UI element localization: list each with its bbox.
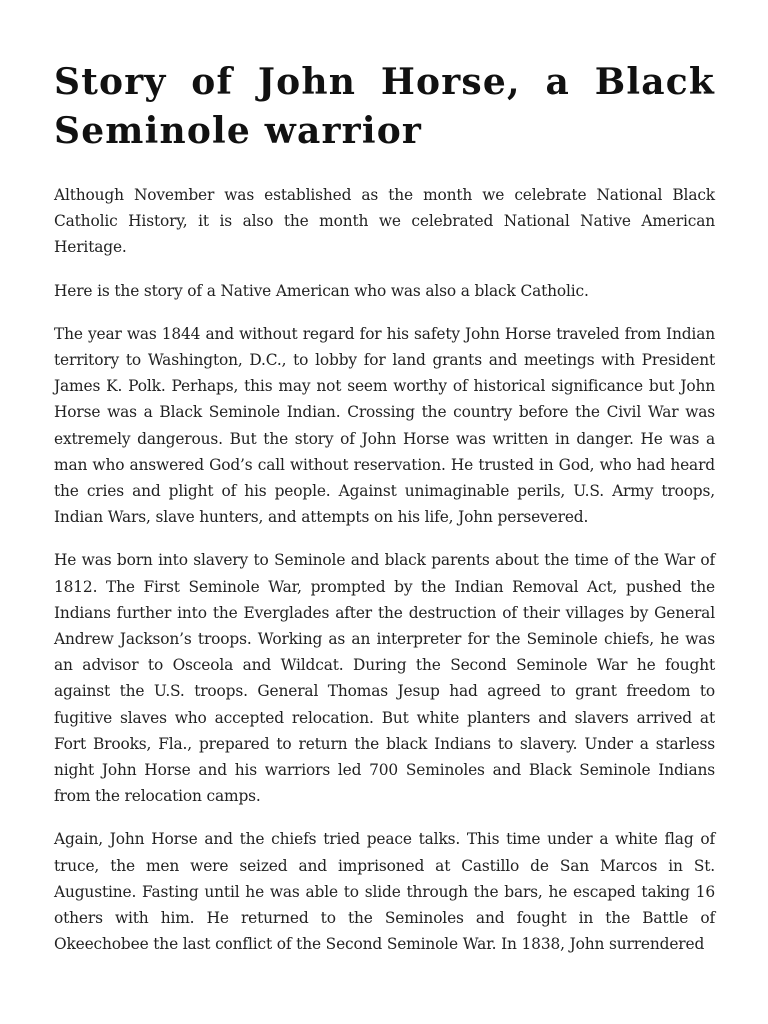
article-paragraph-4: He was born into slavery to Seminole and black parents about the time of the War of 1812. The First Seminole War, prompted by the Indian Removal Act, pushed the Indians further into the Everglades after the destruction of their villages by General Andrew Jackson’s troops. Working as an interpreter for the Seminole chiefs, he was an advisor to Osceola and Wildcat. During the Second Seminole War he fought against the U.S. troops. General Thomas Jesup had agreed to grant freedom to fugitive slaves who accepted relocation. But white planters and slavers arrived at Fort Brooks, Fla., prepared to return the black Indians to slavery. Under a starless night John Horse and his warriors led 700 Seminoles and Black Seminole Indians from the relocation camps. <box>54 551 715 806</box>
article-title: Story of John Horse, a Black Seminole warrior <box>54 61 715 152</box>
article-paragraph-5: Again, John Horse and the chiefs tried peace talks. This time under a white flag of truce, the men were seized and imprisoned at Castillo de San Marcos in St. Augustine. Fasting until he was able to slide through the bars, he escaped taking 16 others with him. He returned to the Seminoles and fought in the Battle of Okeechobee the last conflict of the Second Seminole War. In 1838, John surrendered <box>54 830 715 954</box>
article-paragraph-2: Here is the story of a Native American who was also a black Catholic. <box>54 281 589 300</box>
article-paragraph-3: The year was 1844 and without regard for his safety John Horse traveled from Indian territory to Washington, D.C., to lobby for land grants and meetings with President James K. Polk. Perhaps, this may not seem worthy of historical significance but John Horse was a Black Seminole Indian. Crossing the country before the Civil War was extremely dangerous. But the story of John Horse was written in danger. He was a man who answered God’s call without reservation. He trusted in God, who had heard the cries and plight of his people. Against unimaginable perils, U.S. Army troops, Indian Wars, slave hunters, and attempts on his life, John persevered. <box>54 324 715 527</box>
article <box>54 58 715 974</box>
article-paragraph-1: Although November was established as the month we celebrate National Black Catholic History, it is also the month we celebrated National Native American Heritage. <box>54 186 715 257</box>
